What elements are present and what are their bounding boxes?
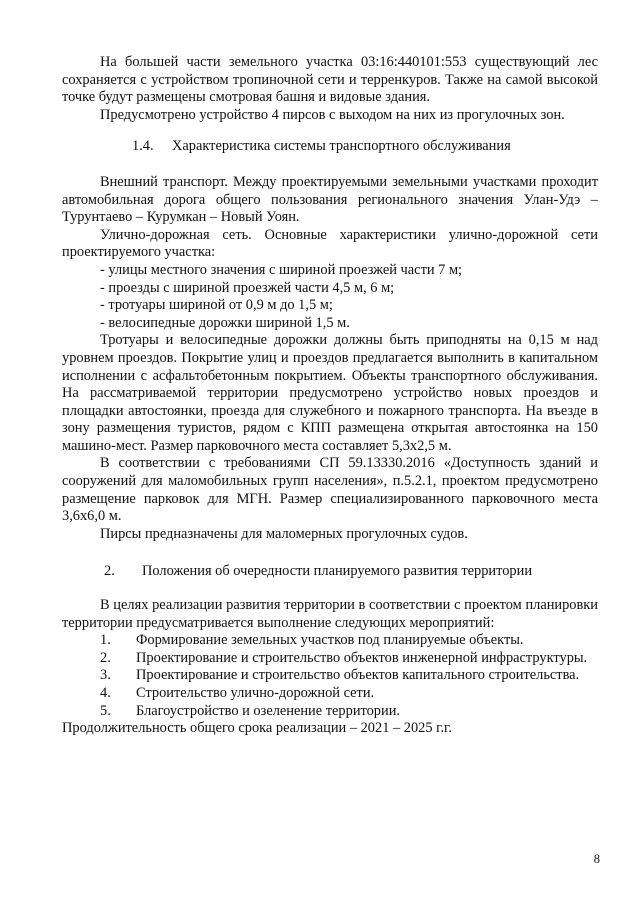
paragraph-external-transport: Внешний транспорт. Между проектируемыми земельными участками проходит автомобильная дорога общего пользования регионального значения Улан-Удэ – Турунтаево – Курумкан – Новый Уоян.: [62, 173, 598, 226]
numbered-item: [62, 632, 598, 650]
paragraph-piers-device: Предусмотрено устройство 4 пирсов с выходом на них из прогулочных зон.: [100, 106, 565, 123]
paragraph-duration: Продолжительность общего срока реализации – 2021 – 2025 г.г.: [62, 720, 452, 737]
numbered-item: [62, 667, 598, 685]
list-item: - проезды с шириной проезжей части 4,5 м, 6 м;: [100, 279, 395, 296]
item-text: Строительство улично-дорожной сети.: [136, 685, 375, 701]
section-title: Положения об очередности планируемого развития территории: [142, 563, 533, 580]
paragraph-forest: На большей части земельного участка 03:16:440101:553 существующий лес сохраняется с устройством тропиночной сети и терренкуров. Также на самой высокой точке будут размещены смотровая башня и видовые здания.: [62, 54, 598, 106]
item-number: 5.: [100, 702, 111, 719]
item-number: 1.: [100, 632, 111, 649]
page-number: 8: [593, 852, 600, 866]
item-text: Проектирование и строительство объектов инженерной инфраструктуры.: [136, 649, 588, 666]
list-item: - улицы местного значения с шириной проезжей части 7 м;: [100, 261, 463, 278]
item-text: Формирование земельных участков под планируемые объекты.: [136, 632, 524, 649]
numbered-item: [62, 685, 598, 703]
section-number: 1.4.: [132, 138, 154, 155]
item-number: 4.: [100, 685, 111, 701]
item-text: Проектирование и строительство объектов капитального строительства.: [136, 667, 580, 684]
item-number: 2.: [100, 649, 111, 666]
paragraph-accessibility: В соответствии с требованиями СП 59.13330.2016 «Доступность зданий и сооружений для маломобильных групп населения», п.5.2.1, проектом предусмотрено размещение парковок для МГН. Размер специализированного парковочного места 3,6х6,0 м.: [62, 455, 598, 525]
list-item: - тротуары шириной от 0,9 м до 1,5 м;: [100, 297, 333, 314]
numbered-item: [62, 703, 598, 721]
paragraph-piers: Пирсы предназначены для маломерных прогулочных судов.: [100, 525, 468, 542]
list-item: - велосипедные дорожки шириной 1,5 м.: [100, 314, 350, 331]
item-number: 3.: [100, 667, 111, 684]
paragraph-street-network: Улично-дорожная сеть. Основные характеристики улично-дорожной сети проектируемого участка:: [62, 226, 598, 261]
section-title: Характеристика системы транспортного обслуживания: [172, 138, 511, 155]
section-number: 2.: [104, 563, 115, 580]
item-text: Благоустройство и озеленение территории.: [136, 702, 401, 719]
section-heading-2: [62, 563, 598, 581]
page-content: [62, 54, 598, 738]
paragraph-measures-intro: В целях реализации развития территории в соответствии с проектом планировки территории предусматривается выполнение следующих мероприятий:: [62, 597, 598, 631]
numbered-item: [62, 650, 598, 668]
section-heading-1-4: [62, 138, 598, 156]
paragraph-sidewalks: Тротуары и велосипедные дорожки должны быть приподняты на 0,15 м над уровнем проездов. Покрытие улиц и проездов предлагается выполнить в капитальном исполнении с асфальтобетонным покрытием. Объекты транспортного обслуживания. На рассматриваемой территории предусмотрено устройство новых проездов и площадки автостоянки, проезда для служебного и пожарного транспорта. На въезде в зону размещения туристов, рядом с КПП размещена открытая автостоянка на 150 машино-мест. Размер парковочного места составляет 5,3х2,5 м.: [62, 332, 598, 454]
